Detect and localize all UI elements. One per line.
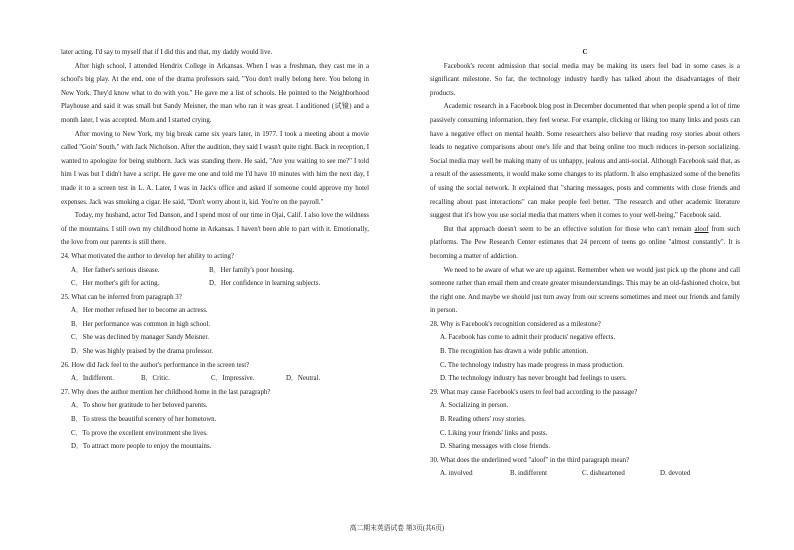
option-d: D. devoted: [660, 470, 691, 478]
option-row: [430, 467, 740, 481]
option-d: D. The technology industry has never brought bad feelings to users.: [440, 375, 627, 383]
option-row: [61, 277, 369, 291]
page-footer: 高二期末英语试卷 第3页(共6页): [349, 525, 445, 532]
paragraph: Academic research in a Facebook blog post in December documented that when people spend a lot of time passively consuming information, they feel worse. For example, clicking or liking too many links and posts can have a negative effect on mental health. Some researchers also believe that reading rosy stories about others leads to negative comparisons about one's life and that being online too much reduces in-person socializing. Social media may well be making many of us unhappy, jealous and anti-social. Although Facebook said that, as a result of the assessments, it would make some changes to its platform. It also emphasized some of the benefits of using the social network. It explained that "sharing messages, posts and comments with close friends and recalling about past interactions" can make people feel better. "The research and other academic literature suggest that it's how you use social media that matters when it comes to your well-being," Facebook said.: [430, 103, 740, 220]
question-30: [430, 454, 740, 481]
option-b: B. The recognition has drawn a wide public attention.: [440, 348, 588, 356]
option-a: A. involved: [440, 470, 473, 478]
option-b: B. indifferent: [510, 470, 547, 478]
option-a: A. Socializing in person.: [440, 402, 509, 410]
option-c: C. Liking your friends' links and posts.: [440, 429, 548, 437]
question-27: [61, 386, 369, 454]
paragraph: After high school, I attended Hendrix College in Arkansas. When I was a freshman, they cast me in a school's big play. At the end, one of the drama professors said, "You don't really belong here. You belong in New York. They'd know what to do with you." He gave me a list of schools. He pointed to the Neighborhood Playhouse and said it was small but Sandy Meisner, the man who ran it was great. I auditioned (试镜) and a month later, I was accepted. Mom and I started crying.: [61, 62, 369, 124]
option-a: A．Her mother refused her to become an actress.: [71, 307, 208, 315]
paragraph: later acting. I'd say to myself that if I did this and that, my daddy would live.: [61, 49, 273, 56]
question-28: [430, 318, 740, 386]
option-d: D．Neutral.: [286, 375, 321, 383]
option-b: B．Her family's poor housing.: [209, 266, 295, 274]
option-d: D．To attract more people to enjoy the mountains.: [71, 443, 212, 451]
question-24: [61, 250, 369, 291]
text-run: from such platforms. The Pew Research Center estimates that 24 percent of teens go online "almost constantly". It is becoming a matter of addiction.: [430, 225, 740, 260]
option-d: D. Sharing messages with close friends.: [440, 443, 551, 451]
question-stem: 27. Why does the author mention her childhood home in the last paragraph?: [61, 388, 271, 396]
option-a: A．Her father's serious disease.: [71, 266, 160, 274]
option-b: B．To stress the beautiful scenery of her hometown.: [71, 416, 217, 424]
question-26: [61, 359, 369, 386]
option-c: C．Impressive.: [211, 375, 255, 383]
paragraph: After moving to New York, my big break came six years later, in 1977. I took a meeting about a movie called "Goin' South," with Jack Nicholson. After the audition, they said I wasn't quite right. Back in reception, I wanted to apologize for being stubborn. Jack was standing there. He said, "Are you waiting to see me?" I told him I was but I didn't have a script. He gave me one and told me I'd have 10 minutes with him the next day, I made it to a screen test in L. A. Later, I was in Jack's office and asked if someone could approve my hotel expenses. Jack was smoking a cigar. He said, "Don't worry about it, kid. You're on the payroll.": [61, 130, 369, 206]
question-stem: 24. What motivated the author to develop her ability to acting?: [61, 252, 235, 260]
underlined-word: aloof: [694, 225, 709, 233]
option-row: [61, 372, 369, 386]
option-c: C．To prove the excellent environment she lives.: [71, 429, 208, 437]
option-c: C．Her mother's gift for acting.: [71, 280, 160, 288]
paragraph: We need to be aware of what we are up against. Remember when we would just pick up the phone and call someone rather than email them and create greater misunderstandings. This may be an old-fashioned choice, but the right one. And maybe we should just turn away from our screens sometimes and meet our friends and family in person.: [430, 266, 740, 315]
paragraph: [430, 223, 740, 264]
section-letter: C: [582, 49, 588, 56]
text-run: But that approach doesn't seem to be an effective solution for those who can't remain: [443, 225, 695, 233]
question-stem: 29. What may cause Facebook's users to feel bad according to the passage?: [430, 388, 638, 396]
question-stem: 25. What can be inferred from paragraph 3?: [61, 293, 182, 301]
question-25: [61, 291, 369, 359]
option-a: A．Indifferent.: [71, 375, 114, 383]
right-column: [430, 46, 740, 481]
option-a: A. Facebook has come to admit their products' negative effects.: [440, 334, 616, 342]
paragraph: Today, my husband, actor Ted Danson, and I spend most of our time in Ojai, Calif. I also love the wildness of the mountains. I still own my childhood home in Arkansas. I haven't been able to part with it. Emotionally, the love from our parents is still there.: [61, 212, 369, 247]
option-b: B. Reading others' rosy stories.: [440, 416, 526, 424]
option-c: C. The technology industry has made progress in mass production.: [440, 361, 624, 369]
option-row: [61, 264, 369, 278]
paragraph: Facebook's recent admission that social media may be making its users feel bad in some cases is a significant milestone. So far, the technology industry hardly has talked about the disadvantages of their products.: [430, 62, 740, 97]
left-column: [61, 46, 369, 454]
question-stem: 28. Why is Facebook's recognition considered as a milestone?: [430, 320, 601, 328]
question-stem: 30. What does the underlined word "aloof" in the third paragraph mean?: [430, 456, 630, 464]
option-c: C．She was declined by manager Sandy Meisner.: [71, 334, 209, 342]
question-29: [430, 386, 740, 454]
option-b: B．Her performance was common in high school.: [71, 320, 211, 328]
option-b: B．Critic.: [141, 375, 170, 383]
option-d: D．She was highly praised by the drama professor.: [71, 348, 213, 356]
option-a: A．To show her gratitude to her beloved parents.: [71, 402, 208, 410]
option-c: C. disheartened: [582, 470, 625, 478]
option-d: D．Her confidence in learning subjects.: [209, 280, 321, 288]
question-stem: 26. How did Jack feel to the author's performance in the screen test?: [61, 361, 250, 369]
